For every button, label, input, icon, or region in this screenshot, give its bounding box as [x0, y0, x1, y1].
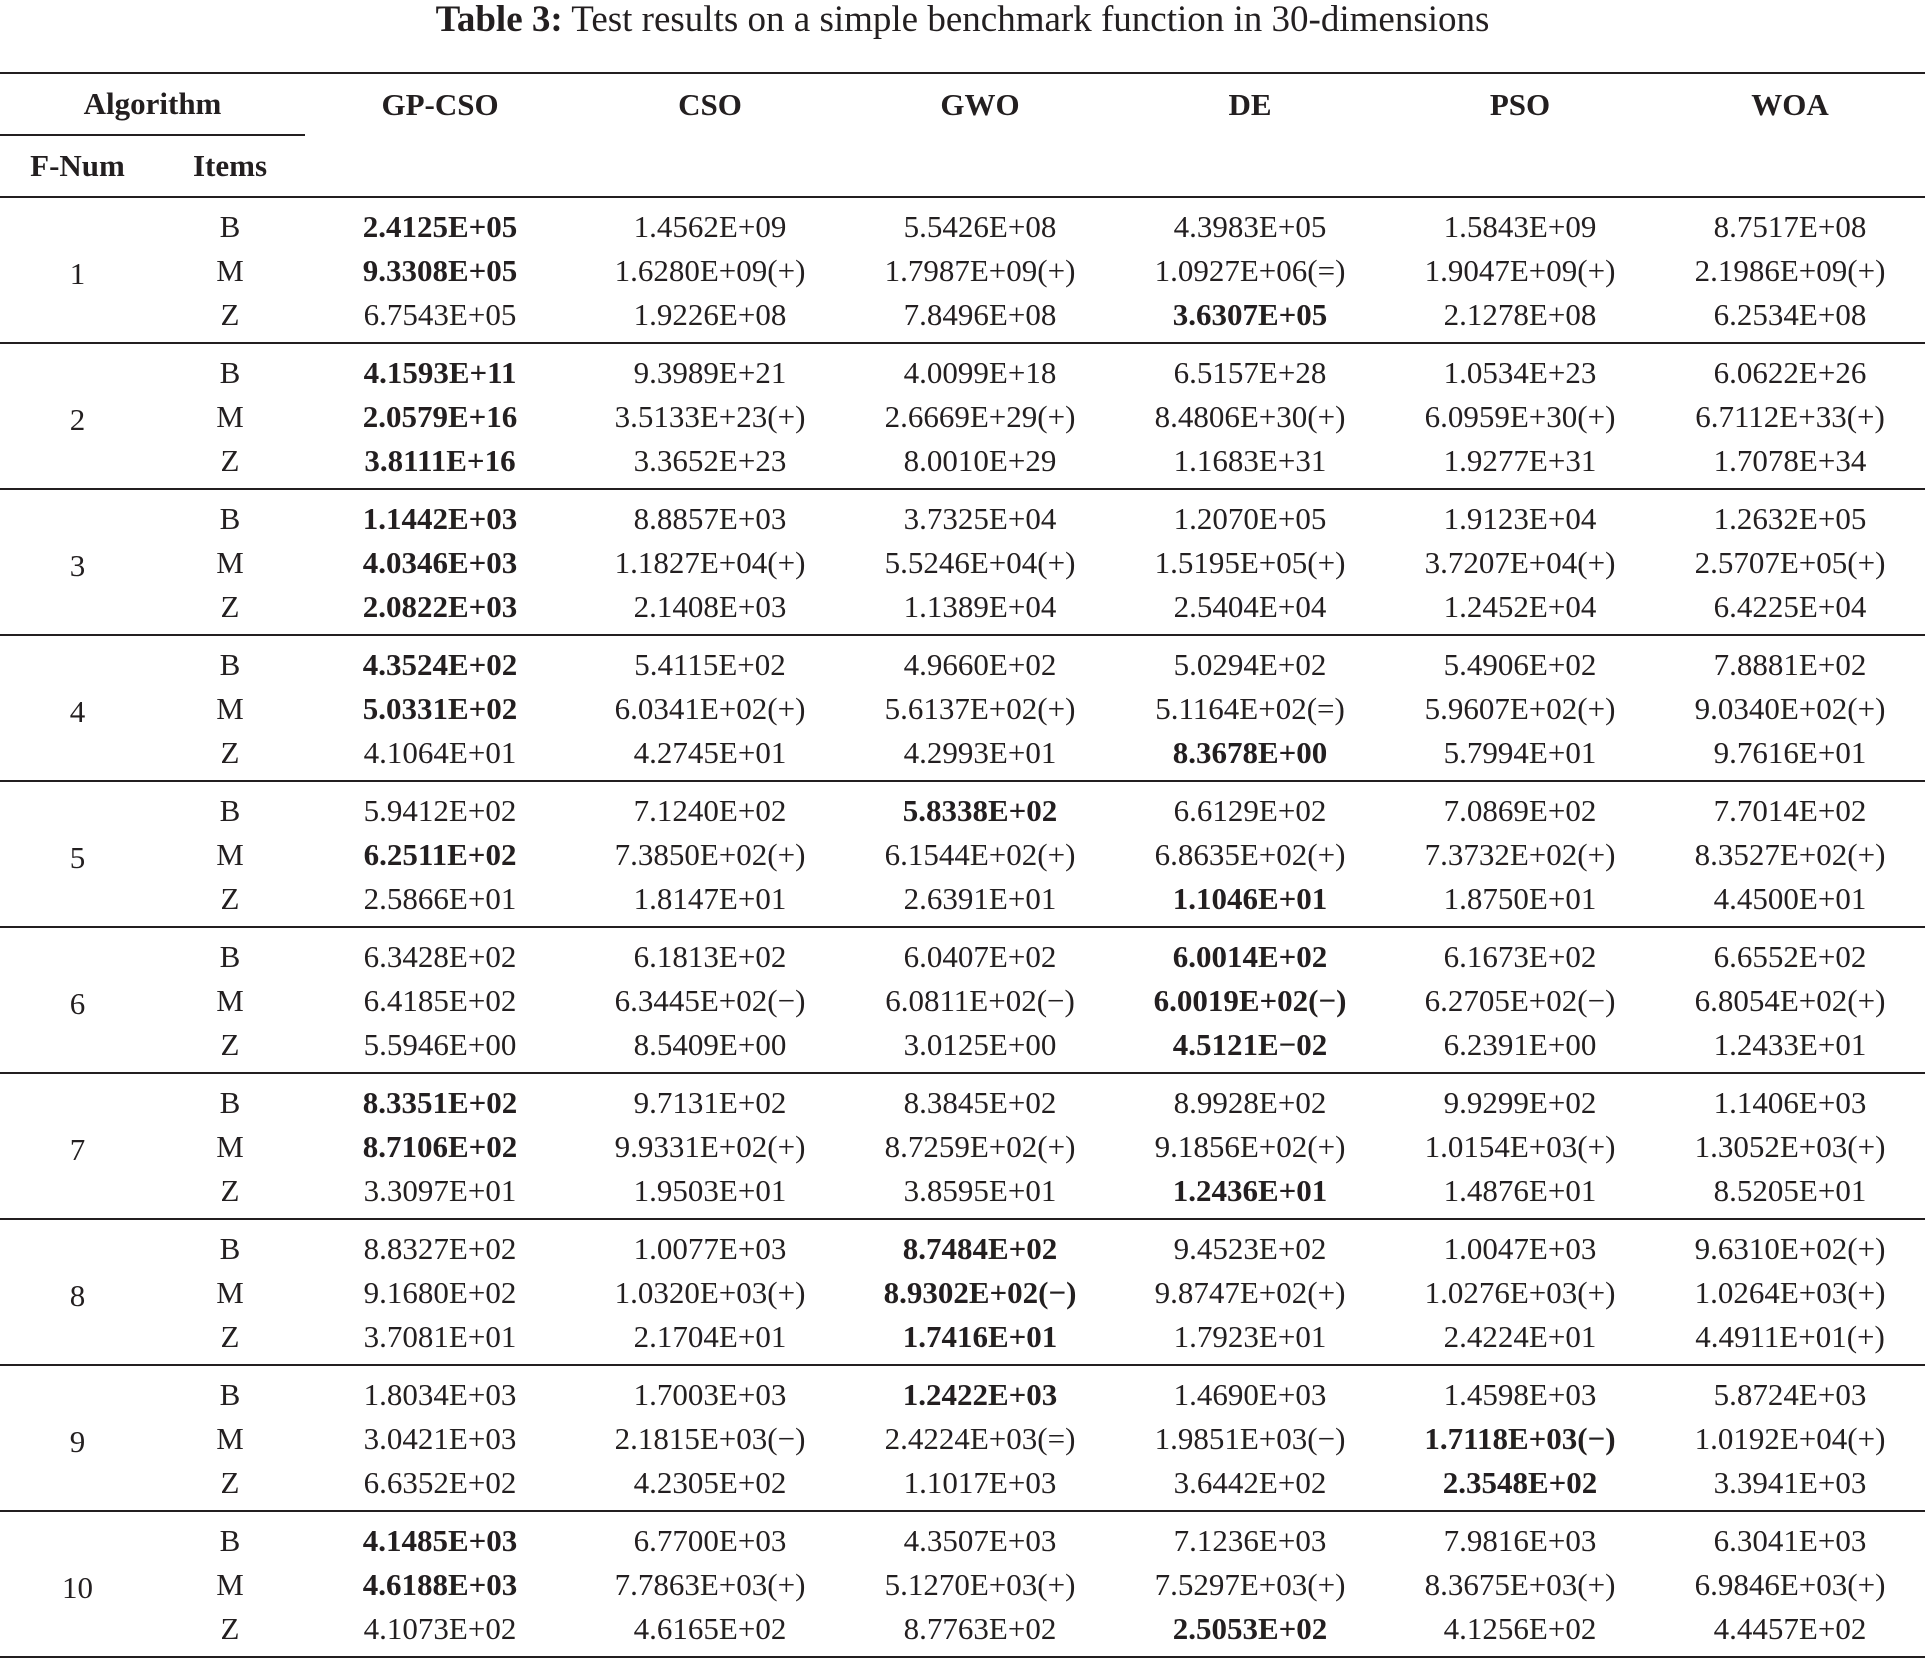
result-cell: 1.1442E+03	[362, 501, 518, 536]
algorithm-column-header: DE	[1228, 86, 1272, 122]
table-row	[0, 781, 1925, 833]
result-cell: 1.0264E+03(+)	[1694, 1275, 1886, 1310]
result-cell: 2.5404E+04	[1173, 589, 1327, 624]
function-group	[0, 343, 1925, 489]
item-label: B	[219, 939, 241, 974]
table-row	[0, 1023, 1925, 1073]
result-cell: 6.7112E+33(+)	[1695, 399, 1885, 434]
result-cell: 1.9047E+09(+)	[1424, 253, 1616, 288]
result-cell: 3.3652E+23	[633, 443, 787, 478]
function-group	[0, 781, 1925, 927]
result-cell: 1.1046E+01	[1172, 881, 1328, 916]
function-number: 1	[69, 255, 86, 291]
function-number: 10	[62, 1569, 93, 1605]
result-cell: 1.2433E+01	[1713, 1027, 1867, 1062]
table-row	[0, 249, 1925, 293]
result-cell: 1.2452E+04	[1443, 589, 1597, 624]
result-cell: 1.9503E+01	[633, 1173, 787, 1208]
result-cell: 6.0959E+30(+)	[1424, 399, 1616, 434]
item-label: M	[216, 1129, 244, 1164]
result-cell: 4.3983E+05	[1173, 209, 1327, 244]
result-cell: 4.1593E+11	[363, 355, 517, 390]
result-cell: 8.3527E+02(+)	[1694, 837, 1886, 872]
result-cell: 4.2993E+01	[903, 735, 1057, 770]
result-cell: 5.1270E+03(+)	[884, 1567, 1076, 1602]
table-row	[0, 395, 1925, 439]
header-spacer	[575, 135, 845, 197]
result-cell: 2.5053E+02	[1172, 1611, 1328, 1646]
result-cell: 4.2305E+02	[633, 1465, 787, 1500]
table-row	[0, 1315, 1925, 1365]
item-label: M	[216, 545, 244, 580]
item-label: Z	[220, 881, 240, 916]
result-cell: 5.1164E+02(=)	[1155, 691, 1345, 726]
item-label: Z	[220, 1611, 240, 1646]
function-group	[0, 1365, 1925, 1511]
result-cell: 2.1704E+01	[633, 1319, 787, 1354]
result-cell: 5.5426E+08	[903, 209, 1057, 244]
result-cell: 7.1236E+03	[1173, 1523, 1327, 1558]
function-group	[0, 1219, 1925, 1365]
function-group	[0, 489, 1925, 635]
result-cell: 5.4115E+02	[634, 647, 786, 682]
result-cell: 1.0320E+03(+)	[614, 1275, 806, 1310]
result-cell: 1.9277E+31	[1443, 443, 1597, 478]
result-cell: 6.0811E+02(−)	[885, 983, 1075, 1018]
result-cell: 2.4224E+01	[1443, 1319, 1597, 1354]
result-cell: 2.3548E+02	[1442, 1465, 1598, 1500]
item-label: B	[219, 1231, 241, 1266]
result-cell: 1.1389E+04	[903, 589, 1057, 624]
header-spacer	[305, 135, 575, 197]
results-table	[0, 72, 1925, 1658]
result-cell: 2.4224E+03(=)	[884, 1421, 1076, 1456]
item-label: Z	[220, 1319, 240, 1354]
result-cell: 4.0346E+03	[362, 545, 518, 580]
table-row	[0, 1461, 1925, 1511]
result-cell: 9.9299E+02	[1443, 1085, 1597, 1120]
result-cell: 2.1278E+08	[1443, 297, 1597, 332]
table-row	[0, 343, 1925, 395]
function-number: 9	[69, 1423, 86, 1459]
table-row	[0, 687, 1925, 731]
result-cell: 1.0927E+06(=)	[1154, 253, 1346, 288]
result-cell: 1.9851E+03(−)	[1154, 1421, 1346, 1456]
result-cell: 2.6391E+01	[903, 881, 1057, 916]
item-label: B	[219, 647, 241, 682]
item-label: B	[219, 501, 241, 536]
result-cell: 1.8034E+03	[363, 1377, 517, 1412]
result-cell: 3.6307E+05	[1172, 297, 1328, 332]
result-cell: 6.2705E+02(−)	[1424, 983, 1616, 1018]
table-row	[0, 1219, 1925, 1271]
item-label: B	[219, 1377, 241, 1412]
fnum-header: F-Num	[0, 135, 155, 197]
result-cell: 8.9302E+02(−)	[883, 1275, 1077, 1310]
table-row	[0, 541, 1925, 585]
result-cell: 4.6188E+03	[362, 1567, 518, 1602]
result-cell: 4.0099E+18	[903, 355, 1057, 390]
result-cell: 1.9226E+08	[633, 297, 787, 332]
function-group	[0, 635, 1925, 781]
result-cell: 8.7484E+02	[902, 1231, 1058, 1266]
item-label: M	[216, 691, 244, 726]
result-cell: 1.5195E+05(+)	[1154, 545, 1346, 580]
result-cell: 1.4598E+03	[1443, 1377, 1597, 1412]
result-cell: 5.6137E+02(+)	[884, 691, 1076, 726]
result-cell: 6.3445E+02(−)	[614, 983, 806, 1018]
result-cell: 5.9412E+02	[363, 793, 517, 828]
result-cell: 4.6165E+02	[633, 1611, 787, 1646]
result-cell: 8.7259E+02(+)	[884, 1129, 1076, 1164]
table-row	[0, 293, 1925, 343]
result-cell: 1.2422E+03	[902, 1377, 1058, 1412]
header-row-algorithms	[0, 73, 1925, 135]
result-cell: 1.7416E+01	[902, 1319, 1058, 1354]
result-cell: 2.5866E+01	[363, 881, 517, 916]
item-label: M	[216, 1421, 244, 1456]
result-cell: 9.3989E+21	[633, 355, 787, 390]
result-cell: 8.4806E+30(+)	[1154, 399, 1346, 434]
result-cell: 9.1856E+02(+)	[1154, 1129, 1346, 1164]
result-cell: 2.1815E+03(−)	[614, 1421, 806, 1456]
function-number: 6	[69, 985, 86, 1021]
result-cell: 1.1017E+03	[903, 1465, 1057, 1500]
result-cell: 6.1544E+02(+)	[884, 837, 1076, 872]
result-cell: 7.3850E+02(+)	[614, 837, 806, 872]
result-cell: 6.0622E+26	[1713, 355, 1867, 390]
result-cell: 2.5707E+05(+)	[1694, 545, 1886, 580]
result-cell: 1.0192E+04(+)	[1694, 1421, 1886, 1456]
result-cell: 3.6442E+02	[1173, 1465, 1327, 1500]
item-label: B	[219, 1085, 241, 1120]
result-cell: 8.3845E+02	[903, 1085, 1057, 1120]
table-row	[0, 927, 1925, 979]
result-cell: 6.6552E+02	[1713, 939, 1867, 974]
result-cell: 4.4500E+01	[1713, 881, 1867, 916]
table-row	[0, 635, 1925, 687]
result-cell: 5.0331E+02	[362, 691, 518, 726]
result-cell: 4.3507E+03	[903, 1523, 1057, 1558]
result-cell: 9.3308E+05	[362, 253, 518, 288]
item-label: B	[219, 209, 241, 244]
result-cell: 1.6280E+09(+)	[614, 253, 806, 288]
caption-text: Test results on a simple benchmark function in 30-dimensions	[571, 0, 1490, 40]
result-cell: 8.3351E+02	[362, 1085, 518, 1120]
result-cell: 4.4457E+02	[1713, 1611, 1867, 1646]
header-row-labels	[0, 135, 1925, 197]
result-cell: 1.7118E+03(−)	[1424, 1421, 1616, 1456]
result-cell: 1.0276E+03(+)	[1424, 1275, 1616, 1310]
result-cell: 6.8635E+02(+)	[1154, 837, 1346, 872]
result-cell: 6.1813E+02	[633, 939, 787, 974]
algorithm-column-header: CSO	[678, 86, 742, 122]
result-cell: 1.2632E+05	[1713, 501, 1867, 536]
result-cell: 8.7106E+02	[362, 1129, 518, 1164]
function-group	[0, 927, 1925, 1073]
item-label: M	[216, 983, 244, 1018]
result-cell: 1.3052E+03(+)	[1694, 1129, 1886, 1164]
result-cell: 8.0010E+29	[903, 443, 1057, 478]
result-cell: 2.0822E+03	[362, 589, 518, 624]
function-number: 5	[69, 839, 86, 875]
function-number: 3	[69, 547, 86, 583]
result-cell: 1.7078E+34	[1713, 443, 1867, 478]
result-cell: 5.8724E+03	[1713, 1377, 1867, 1412]
result-cell: 1.4690E+03	[1173, 1377, 1327, 1412]
item-label: B	[219, 355, 241, 390]
result-cell: 1.7003E+03	[633, 1377, 787, 1412]
result-cell: 5.7994E+01	[1443, 735, 1597, 770]
result-cell: 3.7081E+01	[363, 1319, 517, 1354]
table-row	[0, 489, 1925, 541]
result-cell: 7.9816E+03	[1443, 1523, 1597, 1558]
table-row	[0, 1169, 1925, 1219]
result-cell: 9.7131E+02	[633, 1085, 787, 1120]
item-label: Z	[220, 1465, 240, 1500]
result-cell: 5.5946E+00	[363, 1027, 517, 1062]
result-cell: 3.0125E+00	[903, 1027, 1057, 1062]
result-cell: 6.0014E+02	[1172, 939, 1328, 974]
result-cell: 6.7700E+03	[633, 1523, 787, 1558]
result-cell: 2.4125E+05	[362, 209, 518, 244]
result-cell: 6.6352E+02	[363, 1465, 517, 1500]
result-cell: 8.5205E+01	[1713, 1173, 1867, 1208]
result-cell: 7.3732E+02(+)	[1424, 837, 1616, 872]
result-cell: 5.9607E+02(+)	[1424, 691, 1616, 726]
item-label: M	[216, 837, 244, 872]
function-number: 4	[69, 693, 86, 729]
algorithm-column-header: GP-CSO	[381, 86, 499, 122]
result-cell: 6.2511E+02	[363, 837, 517, 872]
function-number: 7	[69, 1131, 86, 1167]
result-cell: 6.6129E+02	[1173, 793, 1327, 828]
item-label: M	[216, 1275, 244, 1310]
item-label: Z	[220, 1173, 240, 1208]
result-cell: 6.4225E+04	[1713, 589, 1867, 624]
result-cell: 9.1680E+02	[363, 1275, 517, 1310]
result-cell: 5.5246E+04(+)	[884, 545, 1076, 580]
result-cell: 8.8327E+02	[363, 1231, 517, 1266]
table-row	[0, 877, 1925, 927]
item-label: M	[216, 253, 244, 288]
result-cell: 1.1406E+03	[1713, 1085, 1867, 1120]
table-row	[0, 1417, 1925, 1461]
result-cell: 6.3041E+03	[1713, 1523, 1867, 1558]
result-cell: 6.2534E+08	[1713, 297, 1867, 332]
function-group	[0, 1073, 1925, 1219]
header-spacer	[845, 135, 1115, 197]
algorithm-column-header: PSO	[1489, 86, 1551, 122]
table-row	[0, 1125, 1925, 1169]
function-number: 2	[69, 401, 86, 437]
result-cell: 1.2070E+05	[1173, 501, 1327, 536]
result-cell: 5.8338E+02	[902, 793, 1058, 828]
result-cell: 4.1256E+02	[1443, 1611, 1597, 1646]
result-cell: 4.5121E−02	[1172, 1027, 1328, 1062]
result-cell: 4.2745E+01	[633, 735, 787, 770]
result-cell: 1.4562E+09	[633, 209, 787, 244]
result-cell: 7.8881E+02	[1713, 647, 1867, 682]
algorithm-header: Algorithm	[0, 73, 305, 135]
result-cell: 3.3097E+01	[363, 1173, 517, 1208]
result-cell: 7.7014E+02	[1713, 793, 1867, 828]
result-cell: 7.5297E+03(+)	[1154, 1567, 1346, 1602]
result-cell: 2.6669E+29(+)	[884, 399, 1076, 434]
result-cell: 8.3675E+03(+)	[1424, 1567, 1616, 1602]
result-cell: 9.4523E+02	[1173, 1231, 1327, 1266]
result-cell: 1.0047E+03	[1443, 1231, 1597, 1266]
item-label: Z	[220, 443, 240, 478]
result-cell: 1.5843E+09	[1443, 209, 1597, 244]
result-cell: 3.8111E+16	[364, 443, 516, 478]
result-cell: 1.7987E+09(+)	[884, 253, 1076, 288]
table-row	[0, 1271, 1925, 1315]
result-cell: 1.7923E+01	[1173, 1319, 1327, 1354]
result-cell: 6.3428E+02	[363, 939, 517, 974]
result-cell: 8.9928E+02	[1173, 1085, 1327, 1120]
item-label: B	[219, 1523, 241, 1558]
result-cell: 8.7763E+02	[903, 1611, 1057, 1646]
result-cell: 3.7207E+04(+)	[1424, 545, 1616, 580]
table-row	[0, 439, 1925, 489]
caption-label: Table 3:	[435, 0, 563, 40]
result-cell: 9.9331E+02(+)	[614, 1129, 806, 1164]
table-row	[0, 585, 1925, 635]
result-cell: 1.0534E+23	[1443, 355, 1597, 390]
item-label: Z	[220, 589, 240, 624]
table-row	[0, 1607, 1925, 1657]
result-cell: 4.1073E+02	[363, 1611, 517, 1646]
result-cell: 3.7325E+04	[903, 501, 1057, 536]
result-cell: 4.9660E+02	[903, 647, 1057, 682]
result-cell: 9.8747E+02(+)	[1154, 1275, 1346, 1310]
item-label: Z	[220, 297, 240, 332]
result-cell: 3.3941E+03	[1713, 1465, 1867, 1500]
result-cell: 6.0019E+02(−)	[1153, 983, 1347, 1018]
result-cell: 4.1064E+01	[363, 735, 517, 770]
function-group	[0, 197, 1925, 343]
algorithm-column-header: WOA	[1751, 86, 1829, 122]
table-caption	[0, 0, 1925, 40]
result-cell: 8.5409E+00	[633, 1027, 787, 1062]
result-cell: 9.6310E+02(+)	[1694, 1231, 1886, 1266]
result-cell: 1.1683E+31	[1173, 443, 1327, 478]
result-cell: 6.8054E+02(+)	[1694, 983, 1886, 1018]
table-row	[0, 1511, 1925, 1563]
result-cell: 4.3524E+02	[362, 647, 518, 682]
item-label: Z	[220, 735, 240, 770]
result-cell: 3.5133E+23(+)	[614, 399, 806, 434]
header-spacer	[1655, 135, 1925, 197]
table-header	[0, 73, 1925, 197]
function-number: 8	[69, 1277, 86, 1313]
item-label: M	[216, 1567, 244, 1602]
table-row	[0, 731, 1925, 781]
table-row	[0, 979, 1925, 1023]
result-cell: 5.4906E+02	[1443, 647, 1597, 682]
result-cell: 1.8147E+01	[633, 881, 787, 916]
result-cell: 3.0421E+03	[363, 1421, 517, 1456]
result-cell: 1.0077E+03	[633, 1231, 787, 1266]
table-row	[0, 1073, 1925, 1125]
result-cell: 6.7543E+05	[363, 297, 517, 332]
result-cell: 3.8595E+01	[903, 1173, 1057, 1208]
result-cell: 6.1673E+02	[1443, 939, 1597, 974]
result-cell: 4.1485E+03	[362, 1523, 518, 1558]
result-cell: 8.3678E+00	[1172, 735, 1328, 770]
result-cell: 6.0341E+02(+)	[614, 691, 806, 726]
result-cell: 1.2436E+01	[1172, 1173, 1328, 1208]
header-spacer	[1385, 135, 1655, 197]
result-cell: 2.1986E+09(+)	[1694, 253, 1886, 288]
result-cell: 6.4185E+02	[363, 983, 517, 1018]
table-row	[0, 833, 1925, 877]
result-cell: 9.0340E+02(+)	[1694, 691, 1886, 726]
item-label: M	[216, 399, 244, 434]
result-cell: 1.9123E+04	[1443, 501, 1597, 536]
result-cell: 1.1827E+04(+)	[614, 545, 806, 580]
result-cell: 8.8857E+03	[633, 501, 787, 536]
result-cell: 7.1240E+02	[633, 793, 787, 828]
result-cell: 1.0154E+03(+)	[1424, 1129, 1616, 1164]
result-cell: 7.7863E+03(+)	[614, 1567, 806, 1602]
result-cell: 6.5157E+28	[1173, 355, 1327, 390]
table-row	[0, 1563, 1925, 1607]
result-cell: 6.9846E+03(+)	[1694, 1567, 1886, 1602]
algorithm-column-header: GWO	[940, 86, 1020, 122]
result-cell: 4.4911E+01(+)	[1695, 1319, 1885, 1354]
result-cell: 6.2391E+00	[1443, 1027, 1597, 1062]
result-cell: 1.8750E+01	[1443, 881, 1597, 916]
result-cell: 2.0579E+16	[362, 399, 518, 434]
result-cell: 9.7616E+01	[1713, 735, 1867, 770]
table-row	[0, 197, 1925, 249]
result-cell: 1.4876E+01	[1443, 1173, 1597, 1208]
result-cell: 7.8496E+08	[903, 297, 1057, 332]
table-row	[0, 1365, 1925, 1417]
result-cell: 5.0294E+02	[1173, 647, 1327, 682]
header-spacer	[1115, 135, 1385, 197]
result-cell: 7.0869E+02	[1443, 793, 1597, 828]
item-label: Z	[220, 1027, 240, 1062]
result-cell: 2.1408E+03	[633, 589, 787, 624]
result-cell: 8.7517E+08	[1713, 209, 1867, 244]
item-label: B	[219, 793, 241, 828]
items-header: Items	[155, 135, 305, 197]
result-cell: 6.0407E+02	[903, 939, 1057, 974]
function-group	[0, 1511, 1925, 1657]
